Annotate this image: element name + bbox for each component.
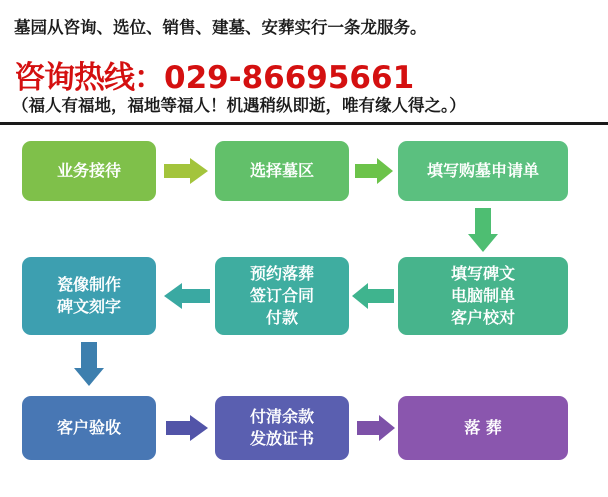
hotline [14,52,414,97]
flow-arrow-down-2 [74,342,104,386]
flow-arrow-left-1 [352,283,394,309]
flow-arrow-right-3 [166,415,208,441]
flow-node-line: 填写碑文 [450,264,515,283]
flow-node-fill-purchase-application [398,141,568,201]
flow-node-line: 落 葬 [464,418,502,437]
flow-arrow-right-1 [164,158,208,184]
flow-node-burial [398,396,568,460]
flow-node-final-payment-certificate [215,396,349,460]
flow-arrow-right-2 [355,158,393,184]
flow-node-line: 碑文刻字 [56,297,121,316]
flow-node-porcelain-portrait-engraving [22,257,156,335]
flow-node-line: 瓷像制作 [56,275,121,294]
flow-node-line: 付清余款 [249,407,314,426]
flow-node-line: 业务接待 [56,161,121,180]
flow-arrow-right-4 [357,415,395,441]
flow-node-line: 付款 [265,308,298,327]
header-line-3: （福人有福地，福地等福人！机遇稍纵即逝，唯有缘人得之。） [12,96,466,115]
flow-node-line: 填写购墓申请单 [426,161,539,180]
flow-node-line: 预约落葬 [249,264,314,283]
flow-node-line: 选择墓区 [249,161,314,180]
flow-node-line: 发放证书 [249,429,314,448]
flow-node-select-cemetery-area [215,141,349,201]
hotline-number: 029-86695661 [164,60,415,96]
header-line-1: 墓园从咨询、选位、销售、建墓、安葬实行一条龙服务。 [14,18,427,37]
flow-arrow-down-1 [468,208,498,252]
hotline-label: 咨询热线： [14,60,164,96]
flow-node-business-reception [22,141,156,201]
flow-node-inscription-proofread [398,257,568,335]
flow-node-line: 客户验收 [56,418,121,437]
flow-node-line: 客户校对 [450,308,515,327]
flow-node-customer-acceptance [22,396,156,460]
flow-node-line: 签订合同 [249,286,314,305]
flow-arrow-left-2 [164,283,210,309]
flow-node-booking-contract-payment [215,257,349,335]
flow-node-line: 电脑制单 [450,286,515,305]
header-divider [0,122,608,125]
